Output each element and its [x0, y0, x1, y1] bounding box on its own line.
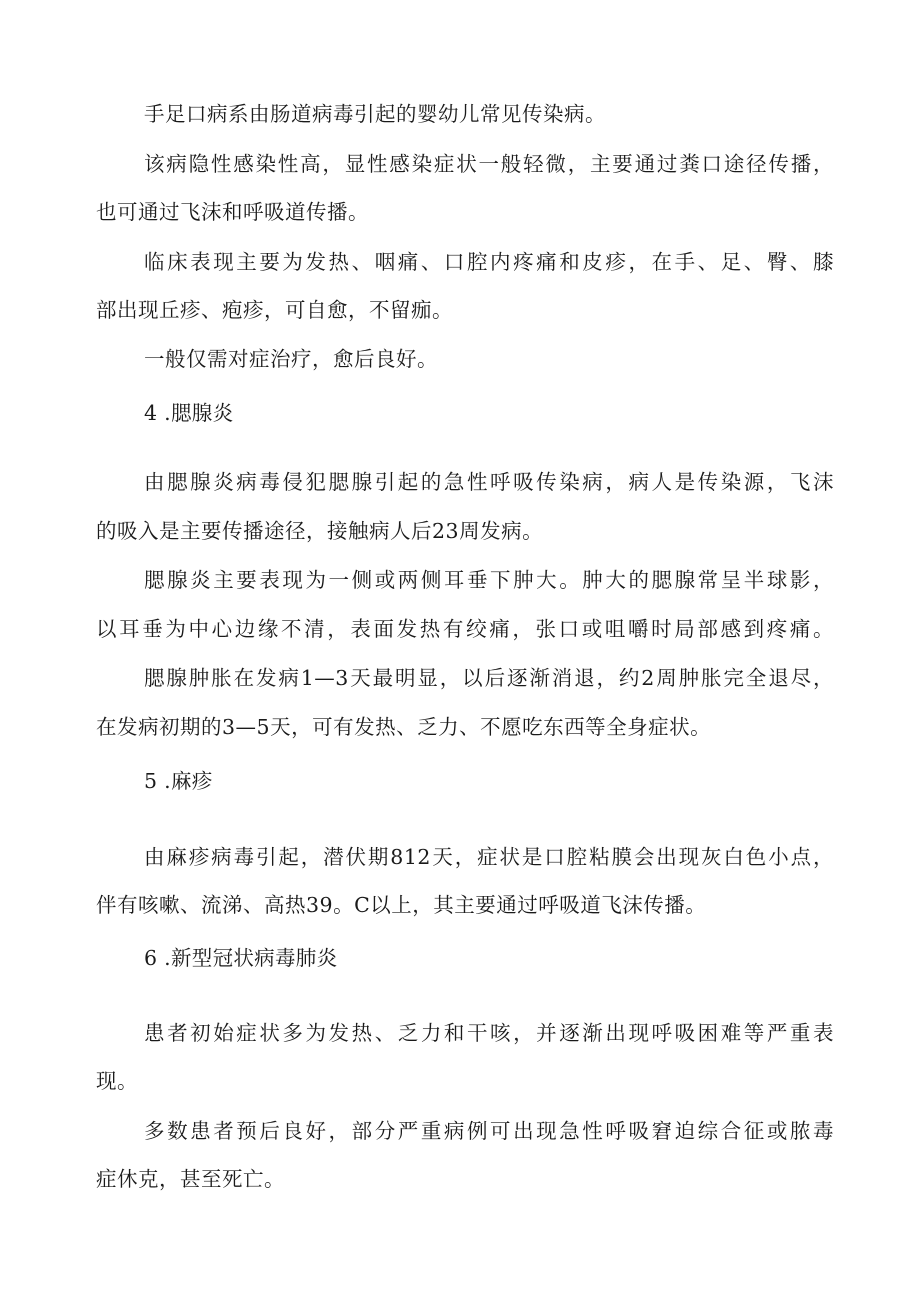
paragraph-line: 在发病初期的3—5天，可有发热、乏力、不愿吃东西等全身症状。	[96, 715, 712, 739]
paragraph-line: 伴有咳嗽、流涕、高热39。C以上，其主要通过呼吸道飞沫传播。	[96, 893, 707, 917]
paragraph-line: 该病隐性感染性高，显性感染症状一般轻微，主要通过粪口途径传播，	[144, 152, 834, 176]
paragraph-line: 腮腺肿胀在发病1—3天最明显，以后逐渐消退，约2周肿胀完全退尽，	[144, 666, 834, 690]
paragraph-line: 多数患者预后良好，部分严重病例可出现急性呼吸窘迫综合征或脓毒	[144, 1119, 834, 1143]
paragraph-line: 症休克，甚至死亡。	[96, 1167, 285, 1191]
paragraph-line: 也可通过飞沫和呼吸道传播。	[96, 200, 369, 224]
section-heading: 4 .腮腺炎	[144, 401, 234, 425]
paragraph-line: 部出现丘疹、疱疹，可自愈，不留痂。	[96, 298, 453, 322]
section-heading: 5 .麻疹	[144, 769, 213, 793]
paragraph-line: 以耳垂为中心边缘不清，表面发热有绞痛，张口或咀嚼时局部感到疼痛。	[96, 617, 834, 641]
paragraph-line: 腮腺炎主要表现为一侧或两侧耳垂下肿大。肿大的腮腺常呈半球影，	[144, 568, 834, 592]
paragraph-line: 临床表现主要为发热、咽痛、口腔内疼痛和皮疹，在手、足、臀、膝	[144, 250, 834, 274]
paragraph-line: 一般仅需对症治疗，愈后良好。	[144, 347, 438, 371]
paragraph-line: 由腮腺炎病毒侵犯腮腺引起的急性呼吸传染病，病人是传染源，飞沫	[144, 470, 834, 494]
section-heading: 6 .新型冠状病毒肺炎	[144, 946, 338, 970]
paragraph-line: 手足口病系由肠道病毒引起的婴幼儿常见传染病。	[144, 102, 606, 126]
paragraph-line: 由麻疹病毒引起，潜伏期812天，症状是口腔粘膜会出现灰白色小点，	[144, 845, 834, 869]
paragraph-line: 患者初始症状多为发热、乏力和干咳，并逐渐出现呼吸困难等严重表	[144, 1021, 834, 1045]
paragraph-line: 现。	[96, 1069, 138, 1093]
paragraph-line: 的吸入是主要传播途径，接触病人后23周发病。	[96, 519, 544, 543]
